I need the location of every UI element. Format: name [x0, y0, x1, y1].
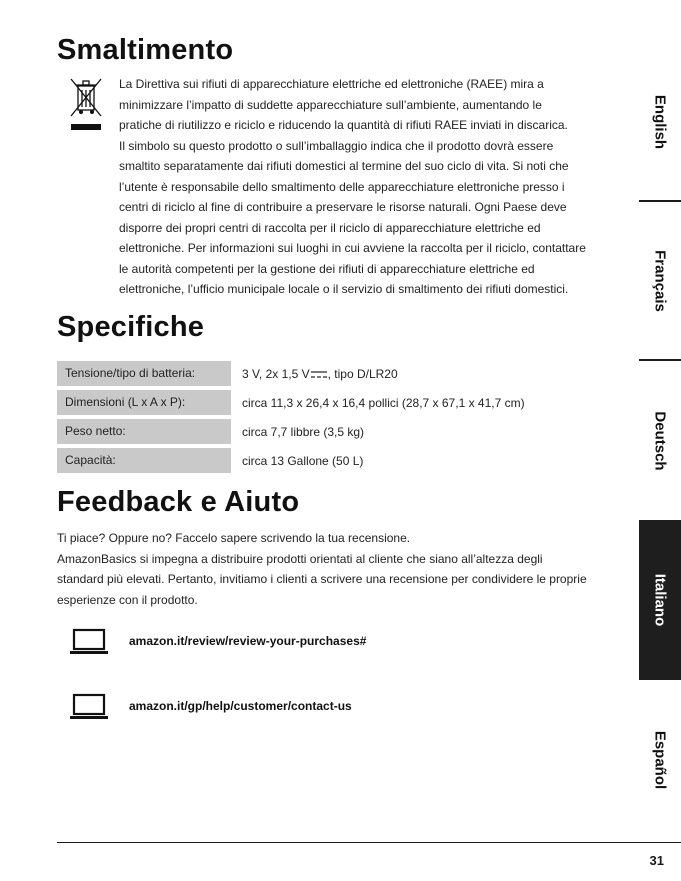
- weee-crossed-bin-icon: [68, 76, 104, 134]
- paragraph-line: La Direttiva sui rifiuti di apparecchiature elettriche ed elettroniche (RAEE) mira a: [119, 77, 544, 91]
- paragraph-line: Ti piace? Oppure no? Faccelo sapere scrivendo la tua recensione.: [57, 531, 411, 545]
- section-heading-feedback: Feedback e Aiuto: [57, 486, 300, 518]
- contact-link[interactable]: amazon.it/gp/help/customer/contact-us: [129, 699, 352, 713]
- language-tab-label: Deutsch: [651, 411, 669, 471]
- footer-divider: [57, 842, 681, 843]
- language-tab-label: Français: [651, 250, 669, 312]
- spec-value-text: 3 V, 2x 1,5 V: [242, 367, 310, 381]
- language-tab-english[interactable]: [639, 42, 681, 202]
- direct-current-symbol-icon: [310, 370, 328, 379]
- language-tab-italiano[interactable]: [639, 520, 681, 680]
- language-tab-deutsch[interactable]: [639, 361, 681, 521]
- paragraph-line: minimizzare l’impatto di suddette apparecchiature sull’ambiente, aumentando le: [119, 97, 542, 112]
- spec-value: [242, 361, 398, 386]
- language-tab-francais[interactable]: [639, 201, 681, 361]
- smaltimento-paragraph: [119, 74, 586, 300]
- spec-label: Peso netto:: [57, 419, 231, 444]
- spec-value: circa 7,7 libbre (3,5 kg): [242, 425, 365, 439]
- laptop-icon: [70, 628, 108, 656]
- paragraph-line: centri di riciclo al fine di contribuire a preservare le risorse naturali. Ogni Paese deve: [119, 200, 567, 214]
- spec-value: circa 13 Gallone (50 L): [242, 454, 364, 468]
- paragraph-line: pratiche di riutilizzo e riciclo e riducendo la quantità di rifiuti RAEE inviati in discarica.: [119, 118, 568, 132]
- paragraph-line: elettroniche. Per informazioni sui luoghi in cui avviene la raccolta per il riciclo, contattare: [119, 241, 586, 255]
- spec-value-text: , tipo D/LR20: [327, 367, 398, 381]
- page-number: 31: [649, 853, 664, 868]
- laptop-icon: [70, 693, 108, 721]
- spec-label: Capacità:: [57, 448, 231, 473]
- paragraph-line: disporre dei propri centri di raccolta per il riciclo di apparecchiature elettriche ed: [119, 220, 541, 235]
- language-tab-espanol[interactable]: [639, 680, 681, 840]
- section-heading-smaltimento: Smaltimento: [57, 34, 234, 66]
- paragraph-line: AmazonBasics si impegna a distribuire prodotti orientati al cliente che siano all’altezza degli: [57, 551, 543, 566]
- paragraph-line: smaltito separatamente dai rifiuti domestici al termine del suo ciclo di vita. Si noti che: [119, 159, 569, 173]
- language-tab-label: Español: [651, 730, 669, 790]
- language-tab-label: Italiano: [651, 573, 669, 627]
- review-link[interactable]: amazon.it/review/review-your-purchases#: [129, 634, 367, 648]
- section-heading-specifiche: Specifiche: [57, 311, 205, 343]
- spec-value: circa 11,3 x 26,4 x 16,4 pollici (28,7 x 67,1 x 41,7 cm): [242, 396, 525, 410]
- paragraph-line: l’utente è responsabile dello smaltimento delle apparecchiature elettroniche presso i: [119, 179, 565, 194]
- language-tab-label: English: [651, 94, 669, 150]
- paragraph-line: esperienze con il prodotto.: [57, 592, 198, 607]
- paragraph-line: Il simbolo su questo prodotto o sull’imballaggio indica che il prodotto dovrà essere: [119, 138, 554, 153]
- paragraph-line: elettroniche, l’ufficio municipale locale o il servizio di smaltimento dei rifiuti domestici.: [119, 282, 569, 296]
- feedback-paragraph: [57, 528, 587, 610]
- spec-label: Dimensioni (L x A x P):: [57, 390, 231, 415]
- paragraph-line: standard più elevati. Pertanto, invitiamo i clienti a scrivere una recensione per condividere le proprie: [57, 572, 587, 586]
- paragraph-line: le autorità competenti per la gestione dei rifiuti di apparecchiature elettriche ed: [119, 261, 535, 276]
- spec-label: Tensione/tipo di batteria:: [57, 361, 231, 386]
